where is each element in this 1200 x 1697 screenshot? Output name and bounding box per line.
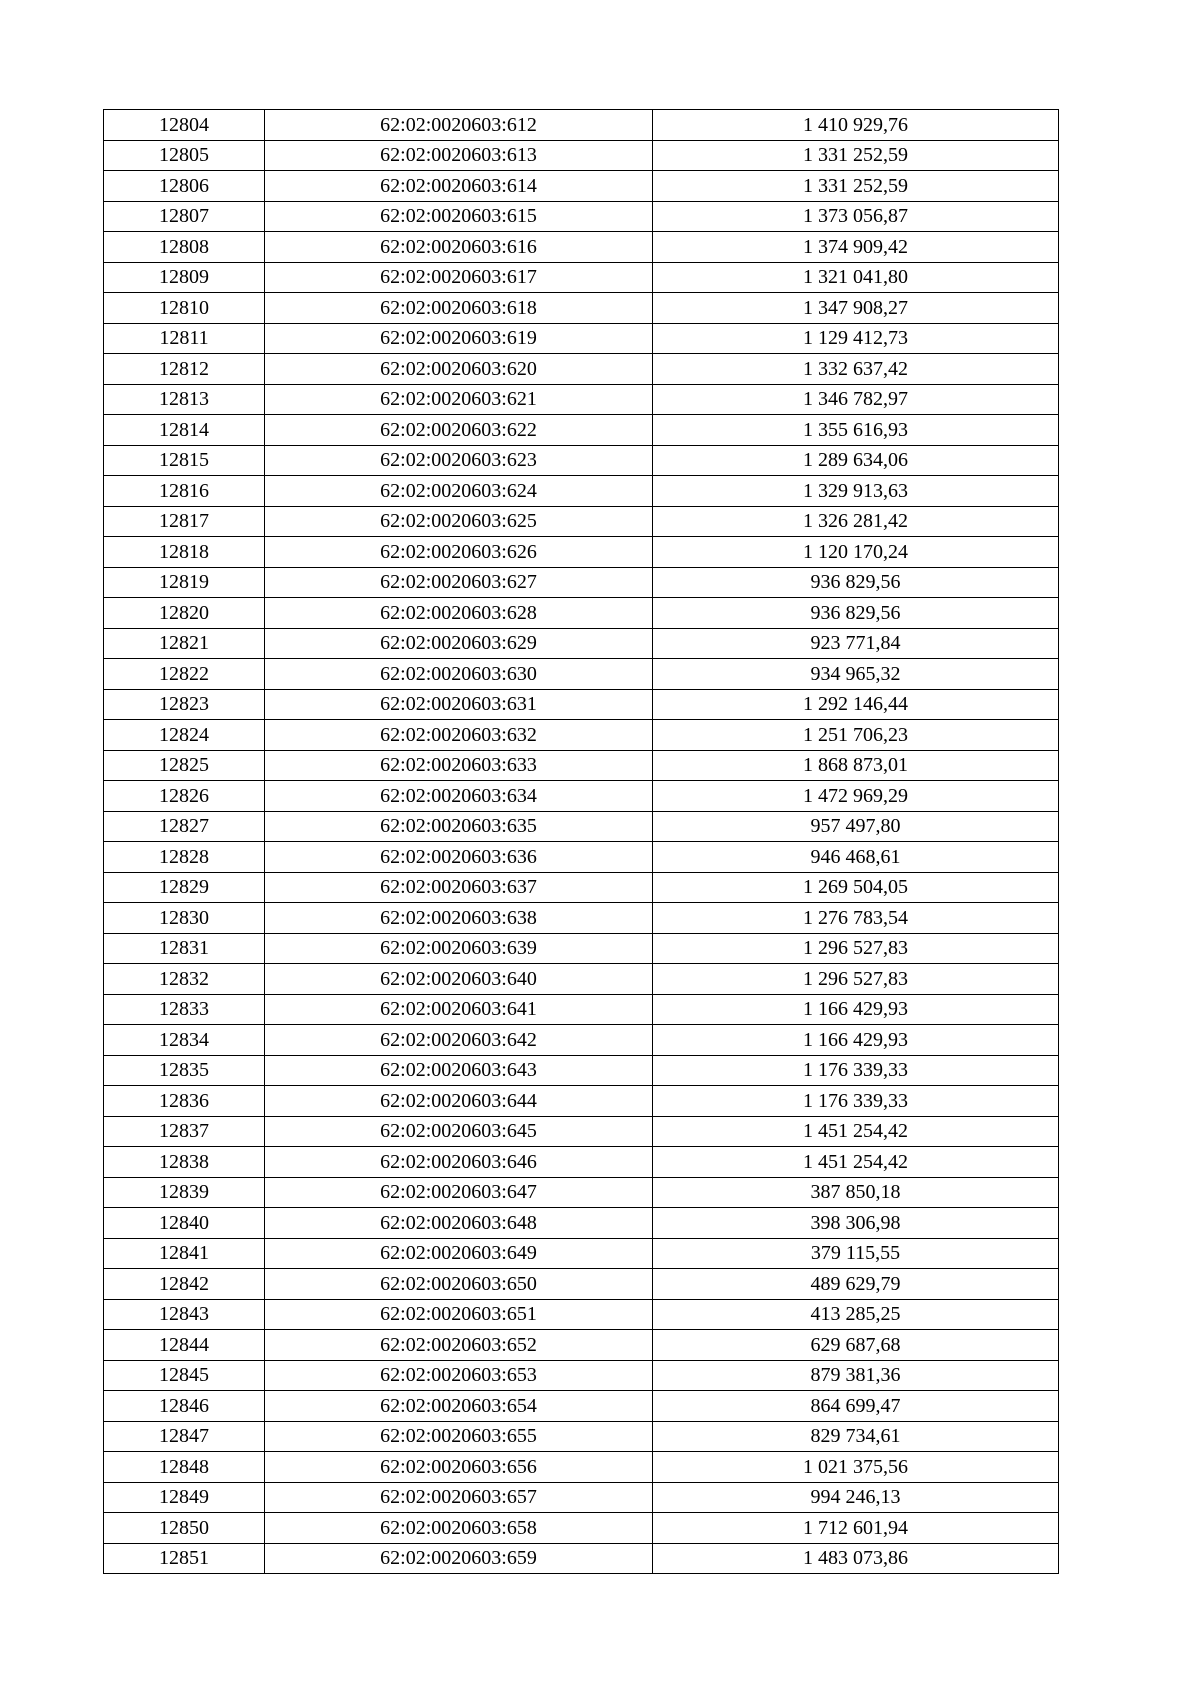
cadastral-number-cell: 62:02:0020603:624 [265,476,653,507]
cadastral-value-cell: 1 296 527,83 [653,964,1059,995]
table-row [104,750,1059,781]
cadastral-number-cell: 62:02:0020603:642 [265,1025,653,1056]
cadastral-number-cell: 62:02:0020603:648 [265,1208,653,1239]
cadastral-value-cell: 1 712 601,94 [653,1513,1059,1544]
row-number-cell: 12811 [104,323,265,354]
cadastral-value-cell: 994 246,13 [653,1482,1059,1513]
cadastral-value-cell: 1 374 909,42 [653,232,1059,263]
cadastral-value-cell: 934 965,32 [653,659,1059,690]
row-number-cell: 12831 [104,933,265,964]
table-row [104,1360,1059,1391]
row-number-cell: 12828 [104,842,265,873]
row-number-cell: 12826 [104,781,265,812]
row-number-cell: 12847 [104,1421,265,1452]
table-row [104,232,1059,263]
cadastral-value-cell: 398 306,98 [653,1208,1059,1239]
table-row [104,140,1059,171]
table-row [104,659,1059,690]
table-row [104,720,1059,751]
table-row [104,1543,1059,1574]
table-row [104,323,1059,354]
row-number-cell: 12821 [104,628,265,659]
row-number-cell: 12814 [104,415,265,446]
row-number-cell: 12851 [104,1543,265,1574]
table-row [104,933,1059,964]
cadastral-value-cell: 413 285,25 [653,1299,1059,1330]
table-row [104,872,1059,903]
cadastral-number-cell: 62:02:0020603:614 [265,171,653,202]
cadastral-number-cell: 62:02:0020603:645 [265,1116,653,1147]
cadastral-number-cell: 62:02:0020603:631 [265,689,653,720]
cadastral-value-cell: 1 176 339,33 [653,1086,1059,1117]
row-number-cell: 12832 [104,964,265,995]
cadastral-number-cell: 62:02:0020603:659 [265,1543,653,1574]
row-number-cell: 12848 [104,1452,265,1483]
cadastral-number-cell: 62:02:0020603:652 [265,1330,653,1361]
cadastral-value-cell: 1 332 637,42 [653,354,1059,385]
cadastral-value-cell: 1 373 056,87 [653,201,1059,232]
row-number-cell: 12837 [104,1116,265,1147]
row-number-cell: 12842 [104,1269,265,1300]
row-number-cell: 12834 [104,1025,265,1056]
row-number-cell: 12846 [104,1391,265,1422]
table-row [104,171,1059,202]
table-row [104,1513,1059,1544]
cadastral-value-cell: 1 451 254,42 [653,1116,1059,1147]
cadastral-value-cell: 1 269 504,05 [653,872,1059,903]
cadastral-number-cell: 62:02:0020603:654 [265,1391,653,1422]
cadastral-number-cell: 62:02:0020603:650 [265,1269,653,1300]
cadastral-value-cell: 946 468,61 [653,842,1059,873]
table-row [104,1452,1059,1483]
cadastral-value-cell: 1 021 375,56 [653,1452,1059,1483]
row-number-cell: 12813 [104,384,265,415]
cadastral-value-cell: 829 734,61 [653,1421,1059,1452]
cadastral-number-cell: 62:02:0020603:616 [265,232,653,263]
table-row [104,476,1059,507]
cadastral-value-cell: 1 120 170,24 [653,537,1059,568]
table-row [104,1238,1059,1269]
table-row [104,1299,1059,1330]
cadastral-value-cell: 957 497,80 [653,811,1059,842]
row-number-cell: 12843 [104,1299,265,1330]
table-row [104,1269,1059,1300]
cadastral-number-cell: 62:02:0020603:637 [265,872,653,903]
cadastral-number-cell: 62:02:0020603:618 [265,293,653,324]
row-number-cell: 12833 [104,994,265,1025]
row-number-cell: 12849 [104,1482,265,1513]
row-number-cell: 12818 [104,537,265,568]
table-row [104,506,1059,537]
cadastral-number-cell: 62:02:0020603:625 [265,506,653,537]
table-row [104,1208,1059,1239]
table-body [104,110,1059,1574]
cadastral-number-cell: 62:02:0020603:657 [265,1482,653,1513]
cadastral-value-cell: 1 251 706,23 [653,720,1059,751]
table-row [104,262,1059,293]
row-number-cell: 12827 [104,811,265,842]
cadastral-value-cell: 1 276 783,54 [653,903,1059,934]
table-row [104,811,1059,842]
cadastral-value-cell: 1 472 969,29 [653,781,1059,812]
cadastral-value-cell: 1 410 929,76 [653,110,1059,141]
cadastral-value-cell: 1 289 634,06 [653,445,1059,476]
row-number-cell: 12820 [104,598,265,629]
cadastral-value-cell: 1 347 908,27 [653,293,1059,324]
row-number-cell: 12835 [104,1055,265,1086]
cadastral-value-cell: 1 451 254,42 [653,1147,1059,1178]
table-row [104,1177,1059,1208]
cadastral-number-cell: 62:02:0020603:649 [265,1238,653,1269]
table-row [104,903,1059,934]
row-number-cell: 12806 [104,171,265,202]
cadastral-number-cell: 62:02:0020603:643 [265,1055,653,1086]
cadastral-value-table [103,109,1059,1574]
cadastral-number-cell: 62:02:0020603:634 [265,781,653,812]
cadastral-number-cell: 62:02:0020603:656 [265,1452,653,1483]
cadastral-number-cell: 62:02:0020603:640 [265,964,653,995]
table-row [104,842,1059,873]
cadastral-number-cell: 62:02:0020603:627 [265,567,653,598]
cadastral-value-cell: 629 687,68 [653,1330,1059,1361]
table-row [104,598,1059,629]
row-number-cell: 12838 [104,1147,265,1178]
cadastral-value-cell: 1 321 041,80 [653,262,1059,293]
row-number-cell: 12810 [104,293,265,324]
cadastral-number-cell: 62:02:0020603:612 [265,110,653,141]
cadastral-value-cell: 936 829,56 [653,598,1059,629]
cadastral-number-cell: 62:02:0020603:626 [265,537,653,568]
table-row [104,415,1059,446]
cadastral-number-cell: 62:02:0020603:644 [265,1086,653,1117]
row-number-cell: 12819 [104,567,265,598]
table-row [104,964,1059,995]
table-row [104,994,1059,1025]
cadastral-value-cell: 1 166 429,93 [653,1025,1059,1056]
cadastral-number-cell: 62:02:0020603:638 [265,903,653,934]
table-row [104,445,1059,476]
cadastral-number-cell: 62:02:0020603:629 [265,628,653,659]
row-number-cell: 12805 [104,140,265,171]
row-number-cell: 12817 [104,506,265,537]
table-row [104,1421,1059,1452]
cadastral-number-cell: 62:02:0020603:623 [265,445,653,476]
row-number-cell: 12825 [104,750,265,781]
cadastral-value-cell: 864 699,47 [653,1391,1059,1422]
cadastral-value-cell: 1 868 873,01 [653,750,1059,781]
table-row [104,110,1059,141]
row-number-cell: 12808 [104,232,265,263]
table-row [104,1116,1059,1147]
row-number-cell: 12807 [104,201,265,232]
row-number-cell: 12829 [104,872,265,903]
row-number-cell: 12845 [104,1360,265,1391]
row-number-cell: 12816 [104,476,265,507]
cadastral-number-cell: 62:02:0020603:658 [265,1513,653,1544]
row-number-cell: 12804 [104,110,265,141]
table-row [104,293,1059,324]
cadastral-value-cell: 1 326 281,42 [653,506,1059,537]
row-number-cell: 12822 [104,659,265,690]
row-number-cell: 12830 [104,903,265,934]
cadastral-value-cell: 1 296 527,83 [653,933,1059,964]
table-row [104,567,1059,598]
table-row [104,1086,1059,1117]
table-row [104,1482,1059,1513]
cadastral-value-cell: 1 483 073,86 [653,1543,1059,1574]
cadastral-value-cell: 1 346 782,97 [653,384,1059,415]
cadastral-number-cell: 62:02:0020603:621 [265,384,653,415]
cadastral-number-cell: 62:02:0020603:635 [265,811,653,842]
cadastral-value-cell: 1 331 252,59 [653,171,1059,202]
cadastral-value-cell: 879 381,36 [653,1360,1059,1391]
cadastral-value-cell: 1 331 252,59 [653,140,1059,171]
cadastral-number-cell: 62:02:0020603:636 [265,842,653,873]
table-row [104,1391,1059,1422]
row-number-cell: 12839 [104,1177,265,1208]
cadastral-value-cell: 923 771,84 [653,628,1059,659]
cadastral-value-cell: 1 166 429,93 [653,994,1059,1025]
row-number-cell: 12836 [104,1086,265,1117]
row-number-cell: 12841 [104,1238,265,1269]
table-row [104,537,1059,568]
cadastral-number-cell: 62:02:0020603:647 [265,1177,653,1208]
cadastral-number-cell: 62:02:0020603:641 [265,994,653,1025]
cadastral-value-cell: 1 292 146,44 [653,689,1059,720]
row-number-cell: 12809 [104,262,265,293]
row-number-cell: 12850 [104,1513,265,1544]
table-row [104,1330,1059,1361]
cadastral-number-cell: 62:02:0020603:655 [265,1421,653,1452]
cadastral-number-cell: 62:02:0020603:630 [265,659,653,690]
cadastral-value-cell: 1 176 339,33 [653,1055,1059,1086]
table-row [104,628,1059,659]
table-row [104,354,1059,385]
cadastral-number-cell: 62:02:0020603:651 [265,1299,653,1330]
table-row [104,384,1059,415]
cadastral-number-cell: 62:02:0020603:617 [265,262,653,293]
table-row [104,1025,1059,1056]
table-row [104,689,1059,720]
cadastral-number-cell: 62:02:0020603:653 [265,1360,653,1391]
cadastral-value-cell: 387 850,18 [653,1177,1059,1208]
table-row [104,781,1059,812]
cadastral-number-cell: 62:02:0020603:622 [265,415,653,446]
cadastral-number-cell: 62:02:0020603:633 [265,750,653,781]
cadastral-number-cell: 62:02:0020603:639 [265,933,653,964]
cadastral-value-cell: 1 329 913,63 [653,476,1059,507]
row-number-cell: 12823 [104,689,265,720]
table-row [104,1055,1059,1086]
table-row [104,1147,1059,1178]
cadastral-value-cell: 1 129 412,73 [653,323,1059,354]
cadastral-number-cell: 62:02:0020603:628 [265,598,653,629]
row-number-cell: 12815 [104,445,265,476]
cadastral-number-cell: 62:02:0020603:613 [265,140,653,171]
cadastral-number-cell: 62:02:0020603:615 [265,201,653,232]
row-number-cell: 12844 [104,1330,265,1361]
row-number-cell: 12840 [104,1208,265,1239]
cadastral-value-cell: 936 829,56 [653,567,1059,598]
cadastral-value-cell: 379 115,55 [653,1238,1059,1269]
cadastral-number-cell: 62:02:0020603:632 [265,720,653,751]
cadastral-value-cell: 1 355 616,93 [653,415,1059,446]
cadastral-number-cell: 62:02:0020603:619 [265,323,653,354]
row-number-cell: 12812 [104,354,265,385]
cadastral-number-cell: 62:02:0020603:620 [265,354,653,385]
cadastral-value-cell: 489 629,79 [653,1269,1059,1300]
row-number-cell: 12824 [104,720,265,751]
cadastral-number-cell: 62:02:0020603:646 [265,1147,653,1178]
table-row [104,201,1059,232]
